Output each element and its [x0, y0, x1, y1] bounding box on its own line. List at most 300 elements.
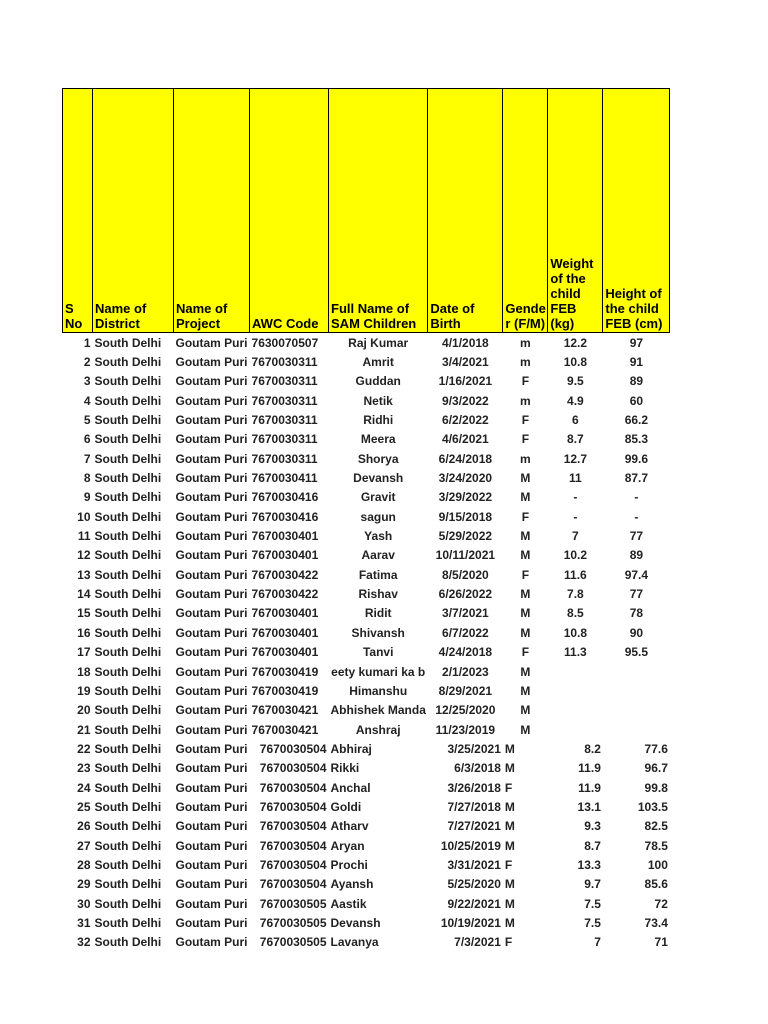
cell-weight: 8.7: [567, 432, 584, 447]
spreadsheet-table: [62, 88, 670, 952]
cell-weight: 6: [572, 413, 579, 428]
cell-weight: [548, 662, 603, 681]
cell-awc-code: 7670030421: [251, 703, 319, 718]
cell-awc-code: 7670030401: [251, 625, 319, 640]
cell-sno: 27: [77, 838, 91, 853]
cell-project: Goutam Puri: [175, 548, 248, 563]
cell-dob: 8/29/2021: [438, 683, 493, 698]
cell-dob: 6/7/2022: [442, 625, 489, 640]
cell-height: 73.4: [644, 915, 668, 930]
cell-child-name: Devansh: [353, 471, 404, 486]
cell-gender: F: [504, 780, 513, 795]
cell-height: [603, 701, 670, 720]
cell-district: South Delhi: [94, 896, 162, 911]
cell-gender: m: [520, 355, 531, 370]
cell-dob: 12/25/2020: [435, 703, 496, 718]
cell-sno: 13: [77, 567, 91, 582]
table-row: [63, 565, 670, 584]
cell-sno: 29: [77, 877, 91, 892]
cell-awc-code: 7670030311: [251, 393, 318, 408]
cell-gender: M: [504, 741, 515, 756]
table-row: [63, 604, 670, 623]
cell-weight: 12.2: [563, 335, 588, 350]
cell-height: [603, 662, 670, 681]
cell-child-name: Anshraj: [355, 722, 401, 737]
cell-project: Goutam Puri: [175, 509, 248, 524]
table-row: [63, 759, 670, 778]
cell-gender: M: [520, 722, 531, 737]
cell-child-name: Shorya: [357, 451, 399, 466]
cell-dob: 3/26/2018: [447, 780, 501, 795]
cell-sno: 18: [77, 664, 91, 679]
cell-height: -: [634, 490, 639, 505]
cell-weight: 7: [572, 529, 579, 544]
cell-project: Goutam Puri: [175, 393, 248, 408]
cell-district: South Delhi: [94, 567, 162, 582]
cell-height: 90: [629, 625, 644, 640]
cell-gender: F: [521, 567, 530, 582]
cell-weight: [548, 701, 603, 720]
table-row: [63, 526, 670, 545]
cell-awc-code: 7670030416: [251, 509, 319, 524]
cell-project: Goutam Puri: [175, 490, 248, 505]
header-dob: Date of Birth: [428, 89, 503, 333]
header-row: [63, 89, 670, 333]
cell-project: Goutam Puri: [175, 606, 248, 621]
table-row: [63, 546, 670, 565]
cell-sno: 1: [83, 335, 91, 350]
cell-height: 103.5: [637, 799, 668, 814]
cell-awc-code: 7670030422: [251, 567, 319, 582]
table-row: [63, 643, 670, 662]
cell-project: Goutam Puri: [175, 935, 248, 950]
cell-sno: 11: [77, 529, 91, 544]
cell-district: South Delhi: [94, 683, 162, 698]
cell-gender: M: [520, 703, 531, 718]
cell-dob: 2/1/2023: [442, 664, 489, 679]
table-row: [63, 623, 670, 642]
cell-project: Goutam Puri: [175, 625, 248, 640]
cell-project: Goutam Puri: [175, 529, 248, 544]
cell-project: Goutam Puri: [175, 683, 248, 698]
cell-dob: 10/19/2021: [440, 915, 501, 930]
cell-weight: 10.8: [563, 625, 588, 640]
cell-height: 77.6: [644, 741, 668, 756]
cell-child-name: Lavanya: [330, 935, 379, 950]
cell-sno: 20: [77, 703, 91, 718]
cell-height: 77: [629, 529, 644, 544]
cell-height: 87.7: [624, 471, 649, 486]
cell-height: [603, 681, 670, 700]
cell-child-name: Gravit: [360, 490, 396, 505]
cell-awc-code: 7670030504: [259, 838, 327, 853]
table-row: [63, 739, 670, 758]
cell-child-name: Atharv: [330, 819, 369, 834]
cell-weight: 11.9: [578, 761, 601, 776]
cell-weight: 13.3: [577, 857, 601, 872]
cell-sno: 17: [77, 645, 91, 660]
cell-child-name: Tanvi: [362, 645, 394, 660]
table-row: [63, 468, 670, 487]
cell-weight: 10.8: [563, 355, 588, 370]
cell-height: -: [634, 509, 639, 524]
cell-gender: m: [520, 335, 531, 350]
cell-awc-code: 7670030505: [259, 896, 327, 911]
header-child-name: Full Name of SAM Children: [329, 89, 428, 333]
table-row: [63, 855, 670, 874]
cell-project: Goutam Puri: [175, 645, 248, 660]
cell-sno: 14: [77, 587, 91, 602]
cell-weight: 9.7: [584, 877, 601, 892]
cell-dob: 1/16/2021: [438, 374, 493, 389]
cell-child-name: Rikki: [330, 761, 360, 776]
cell-district: South Delhi: [94, 935, 162, 950]
cell-child-name: Abhishek Manda: [330, 703, 426, 718]
header-awc-code: AWC Code: [250, 89, 329, 333]
cell-gender: F: [521, 645, 530, 660]
cell-dob: 7/27/2018: [447, 799, 501, 814]
cell-awc-code: 7670030504: [259, 857, 327, 872]
cell-project: Goutam Puri: [175, 722, 248, 737]
cell-height: 97: [629, 335, 644, 350]
cell-sno: 5: [83, 413, 91, 428]
table-row: [63, 430, 670, 449]
cell-gender: F: [521, 432, 530, 447]
cell-district: South Delhi: [94, 703, 162, 718]
cell-dob: 7/27/2021: [447, 819, 501, 834]
cell-gender: M: [504, 799, 515, 814]
cell-weight: 4.9: [567, 393, 584, 408]
cell-sno: 26: [77, 819, 91, 834]
cell-height: 82.5: [644, 819, 668, 834]
cell-district: South Delhi: [94, 838, 162, 853]
cell-gender: M: [504, 877, 515, 892]
cell-height: 89: [629, 374, 644, 389]
cell-gender: m: [520, 393, 531, 408]
cell-child-name: Himanshu: [349, 683, 408, 698]
cell-awc-code: 7630070507: [251, 335, 319, 350]
cell-project: Goutam Puri: [175, 567, 248, 582]
cell-dob: 3/29/2022: [438, 490, 493, 505]
cell-gender: M: [520, 471, 531, 486]
cell-project: Goutam Puri: [175, 915, 248, 930]
cell-height: 72: [654, 896, 668, 911]
table-row: [63, 778, 670, 797]
cell-district: South Delhi: [94, 664, 162, 679]
cell-district: South Delhi: [94, 741, 162, 756]
cell-sno: 24: [77, 780, 91, 795]
cell-district: South Delhi: [94, 529, 162, 544]
cell-dob: 11/23/2019: [435, 722, 496, 737]
cell-project: Goutam Puri: [175, 741, 248, 756]
cell-dob: 10/25/2019: [440, 838, 501, 853]
cell-sno: 30: [77, 896, 91, 911]
cell-weight: 9.5: [567, 374, 584, 389]
table-row: [63, 913, 670, 932]
cell-awc-code: 7670030504: [259, 780, 327, 795]
table-row: [63, 797, 670, 816]
cell-child-name: Meera: [360, 432, 396, 447]
cell-awc-code: 7670030311: [251, 374, 318, 389]
cell-district: South Delhi: [94, 432, 162, 447]
cell-awc-code: 7670030311: [251, 451, 318, 466]
cell-district: South Delhi: [94, 780, 162, 795]
cell-gender: M: [504, 838, 515, 853]
table-row: [63, 449, 670, 468]
table-row: [63, 701, 670, 720]
cell-awc-code: 7670030504: [259, 877, 327, 892]
cell-sno: 25: [77, 799, 91, 814]
cell-gender: M: [504, 819, 515, 834]
cell-project: Goutam Puri: [175, 819, 248, 834]
cell-dob: 3/25/2021: [447, 741, 501, 756]
cell-district: South Delhi: [94, 393, 162, 408]
cell-sno: 23: [77, 761, 91, 776]
cell-project: Goutam Puri: [175, 413, 248, 428]
cell-dob: 3/7/2021: [442, 606, 489, 621]
table-body: [63, 333, 670, 953]
cell-awc-code: 7670030311: [251, 432, 318, 447]
cell-gender: M: [520, 625, 531, 640]
table-row: [63, 836, 670, 855]
cell-awc-code: 7670030401: [251, 548, 319, 563]
cell-weight: [548, 681, 603, 700]
table-row: [63, 507, 670, 526]
cell-project: Goutam Puri: [175, 761, 248, 776]
cell-sno: 31: [77, 915, 91, 930]
cell-project: Goutam Puri: [175, 355, 248, 370]
cell-height: 78.5: [644, 838, 668, 853]
cell-district: South Delhi: [94, 335, 162, 350]
cell-gender: M: [520, 587, 531, 602]
cell-sno: 22: [77, 741, 91, 756]
cell-district: South Delhi: [94, 413, 162, 428]
cell-height: 97.4: [624, 567, 649, 582]
cell-awc-code: 7670030311: [251, 413, 318, 428]
cell-dob: 6/2/2022: [442, 413, 489, 428]
cell-sno: 16: [77, 625, 91, 640]
cell-gender: F: [504, 935, 513, 950]
cell-dob: 10/11/2021: [435, 548, 496, 563]
cell-child-name: Aastik: [330, 896, 367, 911]
cell-height: 71: [654, 935, 668, 950]
cell-district: South Delhi: [94, 819, 162, 834]
cell-weight: 11.3: [564, 645, 587, 660]
cell-weight: 11.6: [564, 567, 587, 582]
cell-weight: 9.3: [584, 819, 601, 834]
cell-height: 100: [647, 857, 668, 872]
cell-sno: 4: [83, 393, 91, 408]
cell-gender: F: [521, 374, 530, 389]
cell-height: 99.8: [644, 780, 668, 795]
cell-project: Goutam Puri: [175, 451, 248, 466]
cell-project: Goutam Puri: [175, 664, 248, 679]
cell-dob: 5/25/2020: [447, 877, 501, 892]
cell-weight: -: [573, 490, 578, 505]
cell-district: South Delhi: [94, 471, 162, 486]
cell-project: Goutam Puri: [175, 335, 248, 350]
cell-awc-code: 7670030422: [251, 587, 319, 602]
cell-dob: 5/29/2022: [438, 529, 493, 544]
cell-child-name: Guddan: [355, 374, 401, 389]
cell-sno: 9: [83, 490, 91, 505]
cell-dob: 3/24/2020: [438, 471, 493, 486]
table-row: [63, 333, 670, 353]
cell-awc-code: 7670030505: [259, 915, 327, 930]
cell-child-name: Abhiraj: [330, 741, 372, 756]
cell-sno: 7: [83, 451, 91, 466]
cell-sno: 2: [83, 355, 91, 370]
table-row: [63, 352, 670, 371]
cell-height: 85.3: [624, 432, 649, 447]
cell-district: South Delhi: [94, 799, 162, 814]
table-row: [63, 662, 670, 681]
cell-child-name: Aryan: [330, 838, 365, 853]
cell-awc-code: 7670030504: [259, 761, 327, 776]
cell-project: Goutam Puri: [175, 432, 248, 447]
table-row: [63, 875, 670, 894]
cell-awc-code: 7670030505: [259, 935, 327, 950]
cell-child-name: Raj Kumar: [348, 335, 409, 350]
cell-height: 99.6: [624, 451, 649, 466]
cell-dob: 3/31/2021: [447, 857, 501, 872]
cell-district: South Delhi: [94, 915, 162, 930]
cell-weight: 8.5: [567, 606, 584, 621]
cell-project: Goutam Puri: [175, 799, 248, 814]
cell-awc-code: 7670030411: [251, 471, 318, 486]
cell-gender: M: [520, 548, 531, 563]
cell-district: South Delhi: [94, 374, 162, 389]
cell-gender: F: [521, 413, 530, 428]
cell-height: 78: [629, 606, 644, 621]
cell-district: South Delhi: [94, 587, 162, 602]
table-row: [63, 681, 670, 700]
cell-gender: M: [504, 915, 515, 930]
cell-dob: 6/24/2018: [438, 451, 493, 466]
cell-district: South Delhi: [94, 625, 162, 640]
cell-dob: 9/15/2018: [438, 509, 493, 524]
cell-dob: 3/4/2021: [442, 355, 489, 370]
cell-gender: F: [521, 509, 530, 524]
cell-district: South Delhi: [94, 548, 162, 563]
cell-sno: 12: [77, 548, 91, 563]
cell-gender: M: [504, 896, 515, 911]
header-sno: S No: [63, 89, 93, 333]
cell-dob: 6/3/2018: [454, 761, 501, 776]
cell-child-name: sagun: [360, 509, 396, 524]
cell-project: Goutam Puri: [175, 780, 248, 795]
cell-weight: 12.7: [563, 451, 588, 466]
header-gender: Gende r (F/M): [503, 89, 548, 333]
cell-gender: M: [520, 490, 531, 505]
cell-awc-code: 7670030504: [259, 741, 327, 756]
cell-awc-code: 7670030401: [251, 645, 319, 660]
cell-project: Goutam Puri: [175, 877, 248, 892]
cell-weight: 8.2: [584, 741, 601, 756]
cell-weight: 13.1: [577, 799, 601, 814]
cell-weight: 7.5: [584, 915, 601, 930]
cell-weight: 7.8: [567, 587, 584, 602]
cell-height: 60: [629, 393, 644, 408]
table-row: [63, 894, 670, 913]
cell-district: South Delhi: [94, 509, 162, 524]
header-district: Name of District: [93, 89, 174, 333]
table-row: [63, 410, 670, 429]
cell-weight: 11.9: [578, 780, 601, 795]
cell-child-name: Devansh: [330, 915, 381, 930]
cell-height: 77: [629, 587, 644, 602]
table-row: [63, 817, 670, 836]
cell-district: South Delhi: [94, 451, 162, 466]
cell-sno: 19: [77, 683, 91, 698]
cell-sno: 3: [83, 374, 91, 389]
cell-gender: M: [520, 606, 531, 621]
cell-awc-code: 7670030401: [251, 529, 319, 544]
cell-height: 89: [629, 548, 644, 563]
cell-dob: 9/3/2022: [442, 393, 489, 408]
cell-dob: 6/26/2022: [438, 587, 493, 602]
cell-height: 91: [629, 355, 644, 370]
cell-sno: 10: [77, 509, 91, 524]
cell-district: South Delhi: [94, 606, 162, 621]
cell-dob: 4/6/2021: [442, 432, 489, 447]
cell-child-name: Rishav: [358, 587, 398, 602]
cell-project: Goutam Puri: [175, 374, 248, 389]
cell-project: Goutam Puri: [175, 857, 248, 872]
cell-weight: [548, 720, 603, 739]
cell-sno: 15: [77, 606, 91, 621]
cell-project: Goutam Puri: [175, 838, 248, 853]
cell-child-name: Fatima: [358, 567, 398, 582]
header-project: Name of Project: [174, 89, 250, 333]
cell-dob: 7/3/2021: [454, 935, 501, 950]
cell-child-name: Shivansh: [351, 625, 405, 640]
cell-gender: M: [520, 683, 531, 698]
cell-weight: 7.5: [584, 896, 601, 911]
cell-sno: 32: [77, 935, 91, 950]
cell-child-name: Aarav: [361, 548, 395, 563]
cell-dob: 8/5/2020: [442, 567, 489, 582]
cell-height: 95.5: [624, 645, 649, 660]
cell-awc-code: 7670030311: [251, 355, 318, 370]
cell-dob: 9/22/2021: [447, 896, 501, 911]
cell-gender: M: [504, 761, 515, 776]
cell-child-name: Ridit: [364, 606, 392, 621]
cell-project: Goutam Puri: [175, 703, 248, 718]
cell-awc-code: 7670030504: [259, 819, 327, 834]
cell-height: 66.2: [624, 413, 649, 428]
cell-height: [603, 720, 670, 739]
cell-district: South Delhi: [94, 857, 162, 872]
header-weight: Weight of the child FEB (kg): [548, 89, 603, 333]
cell-district: South Delhi: [94, 355, 162, 370]
cell-gender: F: [504, 857, 513, 872]
cell-district: South Delhi: [94, 761, 162, 776]
cell-weight: 8.7: [584, 838, 601, 853]
cell-child-name: Goldi: [330, 799, 362, 814]
cell-child-name: Amrit: [362, 355, 394, 370]
cell-district: South Delhi: [94, 877, 162, 892]
cell-dob: 4/1/2018: [442, 335, 489, 350]
cell-gender: M: [520, 664, 531, 679]
cell-child-name: Ridhi: [363, 413, 394, 428]
cell-district: South Delhi: [94, 490, 162, 505]
cell-awc-code: 7670030504: [259, 799, 327, 814]
cell-project: Goutam Puri: [175, 471, 248, 486]
cell-awc-code: 7670030401: [251, 606, 319, 621]
cell-child-name: Anchal: [330, 780, 371, 795]
cell-awc-code: 7670030416: [251, 490, 319, 505]
